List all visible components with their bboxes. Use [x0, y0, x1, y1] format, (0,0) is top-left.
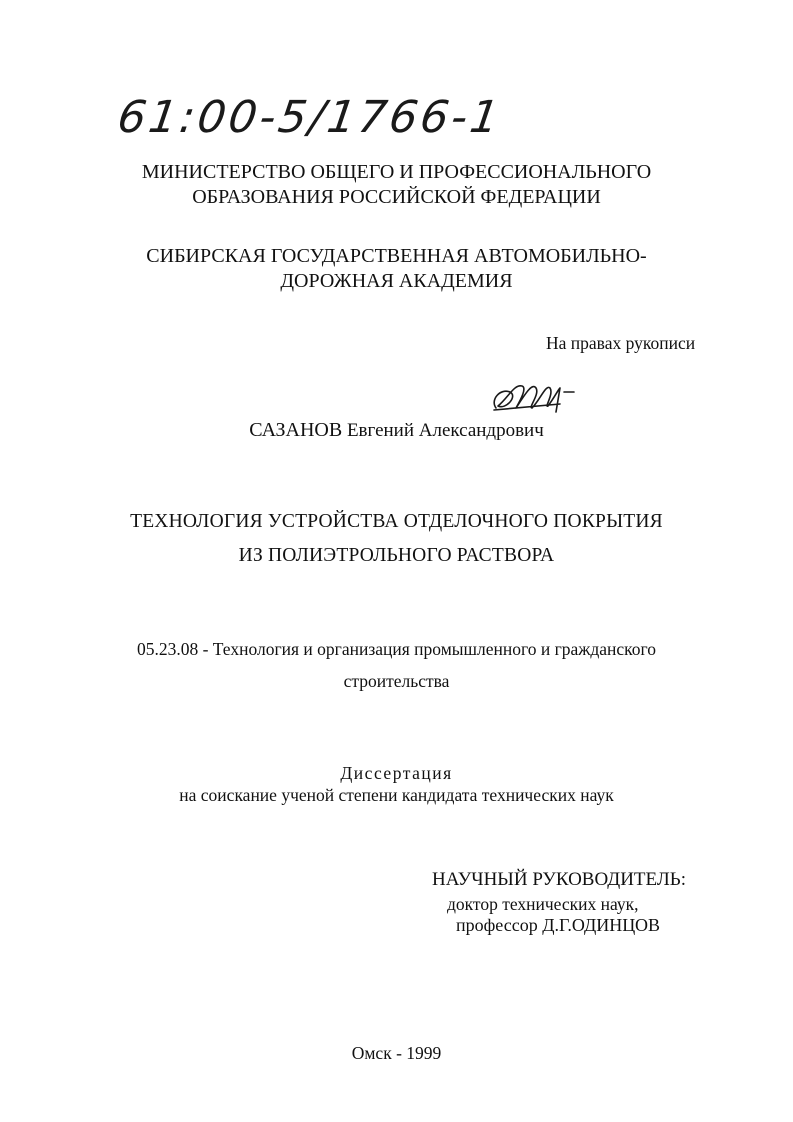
advisor-name: профессор Д.Г.ОДИНЦОВ — [456, 915, 661, 935]
advisor-label: НАУЧНЫЙ РУКОВОДИТЕЛЬ: — [432, 869, 686, 890]
place-year: Омск - 1999 — [351, 1043, 442, 1063]
specialty — [0, 633, 793, 697]
ministry-line-2: ОБРАЗОВАНИЯ РОССИЙСКОЙ ФЕДЕРАЦИИ — [192, 186, 601, 208]
handwritten-catalog-number: 61:00-5/1766-1 — [114, 92, 505, 143]
dissertation-subtitle: на соискание ученой степени кандидата технических наук — [179, 785, 614, 805]
dissertation-heading: Диссертация — [340, 763, 453, 783]
specialty-line-1: 05.23.08 - Технология и организация промышленного и гражданского — [136, 639, 657, 659]
advisor-degree: доктор технических наук, — [447, 894, 639, 914]
author-signature — [488, 378, 588, 418]
academy-line-1: СИБИРСКАЯ ГОСУДАРСТВЕННАЯ АВТОМОБИЛЬНО- — [146, 245, 647, 267]
rights-note: На правах рукописи — [546, 333, 696, 353]
ministry-line-1: МИНИСТЕРСТВО ОБЩЕГО И ПРОФЕССИОНАЛЬНОГО — [141, 161, 652, 183]
dissertation-title — [0, 505, 793, 573]
academy-line-2: ДОРОЖНАЯ АКАДЕМИЯ — [280, 270, 513, 292]
author-name — [0, 419, 793, 442]
title-line-2: ИЗ ПОЛИЭТРОЛЬНОГО РАСТВОРА — [238, 545, 555, 566]
specialty-line-2: строительства — [343, 671, 450, 691]
ministry-heading — [0, 160, 793, 210]
title-line-1: ТЕХНОЛОГИЯ УСТРОЙСТВА ОТДЕЛОЧНОГО ПОКРЫТИЯ — [130, 511, 663, 532]
author-given-names: Евгений Александрович — [346, 420, 544, 441]
author-surname: САЗАНОВ — [249, 419, 343, 441]
academy-heading — [0, 244, 793, 294]
